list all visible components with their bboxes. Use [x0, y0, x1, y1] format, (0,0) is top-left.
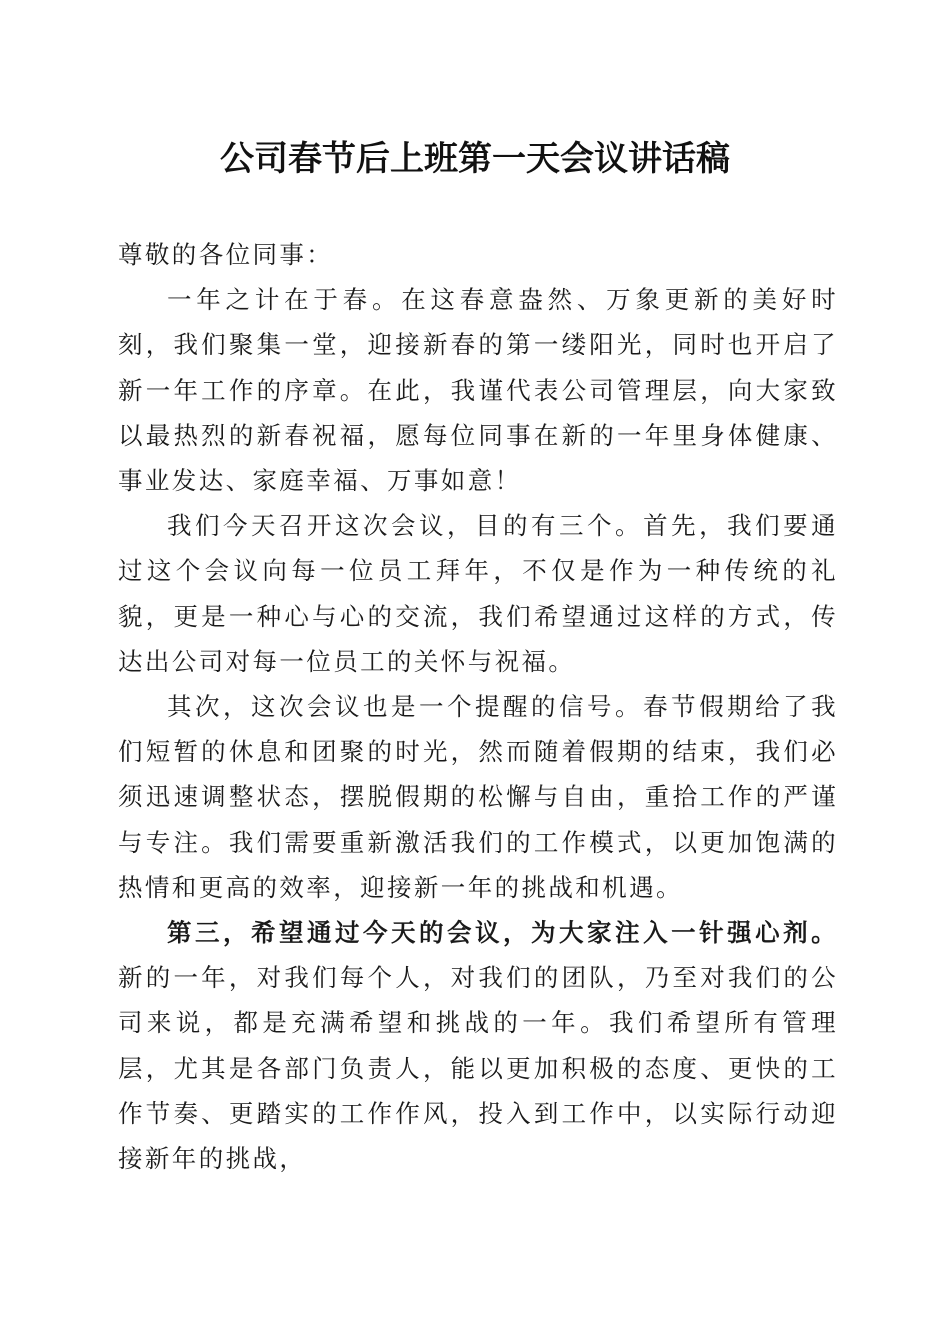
- paragraph-3: [118, 684, 838, 910]
- paragraph-text: 其次，这次会议也是一个提醒的信号。春节假期给了我们短暂的休息和团聚的时光，然而随着假期的结束，我们必须迅速调整状态，摆脱假期的松懈与自由，重拾工作的严谨与专注。我们需要重新激活我们的工作模式，以更加饱满的热情和更高的效率，迎接新一年的挑战和机遇。: [118, 692, 838, 902]
- document-title: 公司春节后上班第一天会议讲话稿: [220, 139, 730, 179]
- document-body: [118, 232, 838, 1181]
- paragraph-4: [118, 910, 838, 1181]
- paragraph-text: 我们今天召开这次会议，目的有三个。首先，我们要通过这个会议向每一位员工拜年，不仅是作为一种传统的礼貌，更是一种心与心的交流，我们希望通过这样的方式，传达出公司对每一位员工的关怀与祝福。: [118, 511, 838, 676]
- paragraph-lead: 第三，希望通过今天的会议，为大家注入一针强心剂。: [167, 918, 838, 948]
- paragraph-1: [118, 277, 838, 503]
- paragraph-text: 新的一年，对我们每个人，对我们的团队，乃至对我们的公司来说，都是充满希望和挑战的一年。我们希望所有管理层，尤其是各部门负责人，能以更加积极的态度、更快的工作节奏、更踏实的工作作风，投入到工作中，以实际行动迎接新年的挑战，: [118, 963, 838, 1174]
- paragraph-2: [118, 503, 838, 684]
- paragraph-text: 一年之计在于春。在这春意盎然、万象更新的美好时刻，我们聚集一堂，迎接新春的第一缕阳光，同时也开启了新一年工作的序章。在此，我谨代表公司管理层，向大家致以最热烈的新春祝福，愿每位同事在新的一年里身体健康、事业发达、家庭幸福、万事如意！: [118, 285, 838, 496]
- salutation: 尊敬的各位同事：: [118, 240, 334, 269]
